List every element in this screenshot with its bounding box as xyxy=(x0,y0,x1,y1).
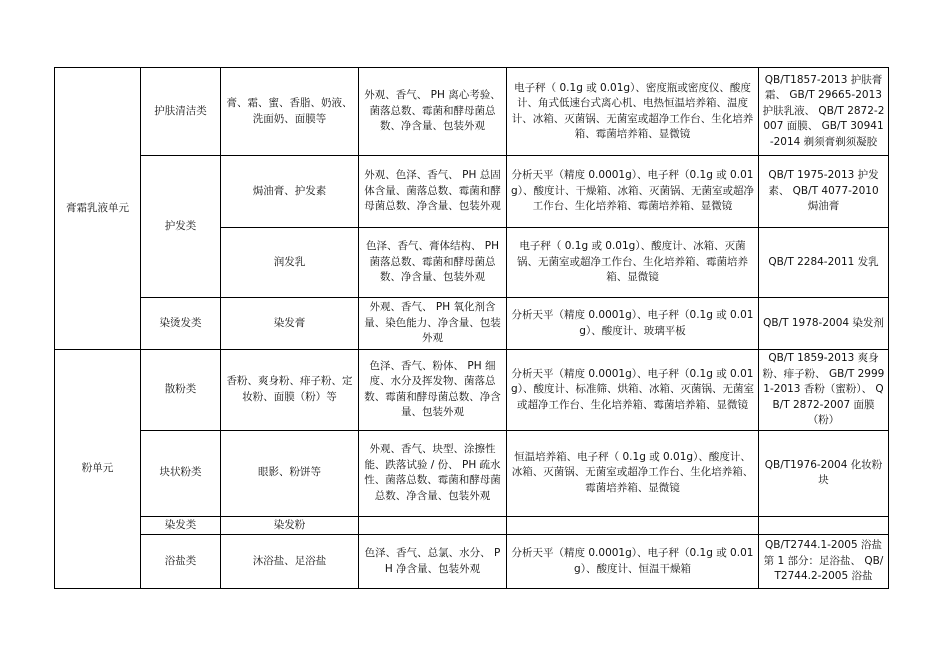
category-cell: 散粉类 xyxy=(141,350,221,431)
equipment-cell xyxy=(507,516,759,535)
category-cell: 护肤清洁类 xyxy=(141,68,221,156)
standards-cell: QB/T 2284-2011 发乳 xyxy=(759,228,889,298)
standards-cell: QB/T 1859-2013 爽身粉、痱子粉、 GB/T 29991-2013 香粉（蜜粉）、 QB/T 2872-2007 面膜（粉） xyxy=(759,350,889,431)
category-cell: 护发类 xyxy=(141,156,221,298)
table-row xyxy=(55,156,889,228)
equipment-cell: 分析天平（精度 0.0001g）、电子秤（0.1g 或 0.01g）、酸度计、干燥箱、冰箱、灭菌锅、无菌室或超净工作台、生化培养箱、霉菌培养箱、显微镜 xyxy=(507,156,759,228)
products-cell: 染发膏 xyxy=(221,298,359,350)
products-cell: 沐浴盐、足浴盐 xyxy=(221,535,359,589)
category-cell: 染烫发类 xyxy=(141,298,221,350)
tests-cell xyxy=(359,516,507,535)
table-row xyxy=(55,298,889,350)
standards-cell xyxy=(759,516,889,535)
equipment-cell: 恒温培养箱、电子秤（ 0.1g 或 0.01g）、酸度计、冰箱、灭菌锅、无菌室或超净工作台、生化培养箱、霉菌培养箱、显微镜 xyxy=(507,430,759,516)
tests-cell: 色泽、香气、膏体结构、 PH 菌落总数、霉菌和酵母菌总数、净含量、包装外观 xyxy=(359,228,507,298)
standards-cell: QB/T1976-2004 化妆粉块 xyxy=(759,430,889,516)
products-cell: 染发粉 xyxy=(221,516,359,535)
category-cell: 染发类 xyxy=(141,516,221,535)
standards-cell: QB/T2744.1-2005 浴盐 第 1 部分：足浴盐、 QB/T2744.2-2005 浴盐 xyxy=(759,535,889,589)
tests-cell: 色泽、香气、总氯、水分、 PH 净含量、包装外观 xyxy=(359,535,507,589)
equipment-cell: 分析天平（精度 0.0001g）、电子秤（0.1g 或 0.01g）、酸度计、玻璃平板 xyxy=(507,298,759,350)
category-cell: 浴盐类 xyxy=(141,535,221,589)
unit-cell: 膏霜乳液单元 xyxy=(55,68,141,350)
products-cell: 膏、霜、蜜、香脂、奶液、洗面奶、面膜等 xyxy=(221,68,359,156)
tests-cell: 色泽、香气、粉体、 PH 细度、水分及挥发物、菌落总数、霉菌和酵母菌总数、净含量、包装外观 xyxy=(359,350,507,431)
equipment-cell: 分析天平（精度 0.0001g）、电子秤（0.1g 或 0.01g）、酸度计、标准筛、烘箱、冰箱、灭菌锅、无菌室或超净工作台、生化培养箱、霉菌培养箱、显微镜 xyxy=(507,350,759,431)
standards-cell: QB/T 1978-2004 染发剂 xyxy=(759,298,889,350)
spec-table xyxy=(54,67,889,589)
equipment-cell: 电子秤（ 0.1g 或 0.01g）、酸度计、冰箱、灭菌锅、无菌室或超净工作台、生化培养箱、霉菌培养箱、显微镜 xyxy=(507,228,759,298)
tests-cell: 外观、色泽、香气、 PH 总固体含量、菌落总数、霉菌和酵母菌总数、净含量、包装外观 xyxy=(359,156,507,228)
products-cell: 润发乳 xyxy=(221,228,359,298)
table-row xyxy=(55,516,889,535)
standards-cell: QB/T 1975-2013 护发素、 QB/T 4077-2010 焗油膏 xyxy=(759,156,889,228)
products-cell: 焗油膏、护发素 xyxy=(221,156,359,228)
standards-cell: QB/T1857-2013 护肤膏霜、 GB/T 29665-2013 护肤乳液、 QB/T 2872-2007 面膜、 GB/T 30941-2014 剃须膏剃须凝胶 xyxy=(759,68,889,156)
category-cell: 块状粉类 xyxy=(141,430,221,516)
equipment-cell: 分析天平（精度 0.0001g）、电子秤（0.1g 或 0.01g）、酸度计、恒温干燥箱 xyxy=(507,535,759,589)
table-row xyxy=(55,535,889,589)
products-cell: 香粉、爽身粉、痱子粉、定妆粉、面膜（粉）等 xyxy=(221,350,359,431)
equipment-cell: 电子秤（ 0.1g 或 0.01g）、密度瓶或密度仪、酸度计、角式低速台式离心机、电热恒温培养箱、温度计、冰箱、灭菌锅、无菌室或超净工作台、生化培养箱、霉菌培养箱、显微镜 xyxy=(507,68,759,156)
tests-cell: 外观、香气、 PH 氧化剂含量、染色能力、净含量、包装外观 xyxy=(359,298,507,350)
unit-cell: 粉单元 xyxy=(55,350,141,589)
table-row xyxy=(55,68,889,156)
tests-cell: 外观、香气、 PH 离心考验、菌落总数、霉菌和酵母菌总数、净含量、包装外观 xyxy=(359,68,507,156)
table-row xyxy=(55,350,889,431)
table-row xyxy=(55,430,889,516)
products-cell: 眼影、粉饼等 xyxy=(221,430,359,516)
tests-cell: 外观、香气、块型、涂擦性能、跌落试验 / 份、 PH 疏水性、菌落总数、霉菌和酵母菌总数、净含量、包装外观 xyxy=(359,430,507,516)
